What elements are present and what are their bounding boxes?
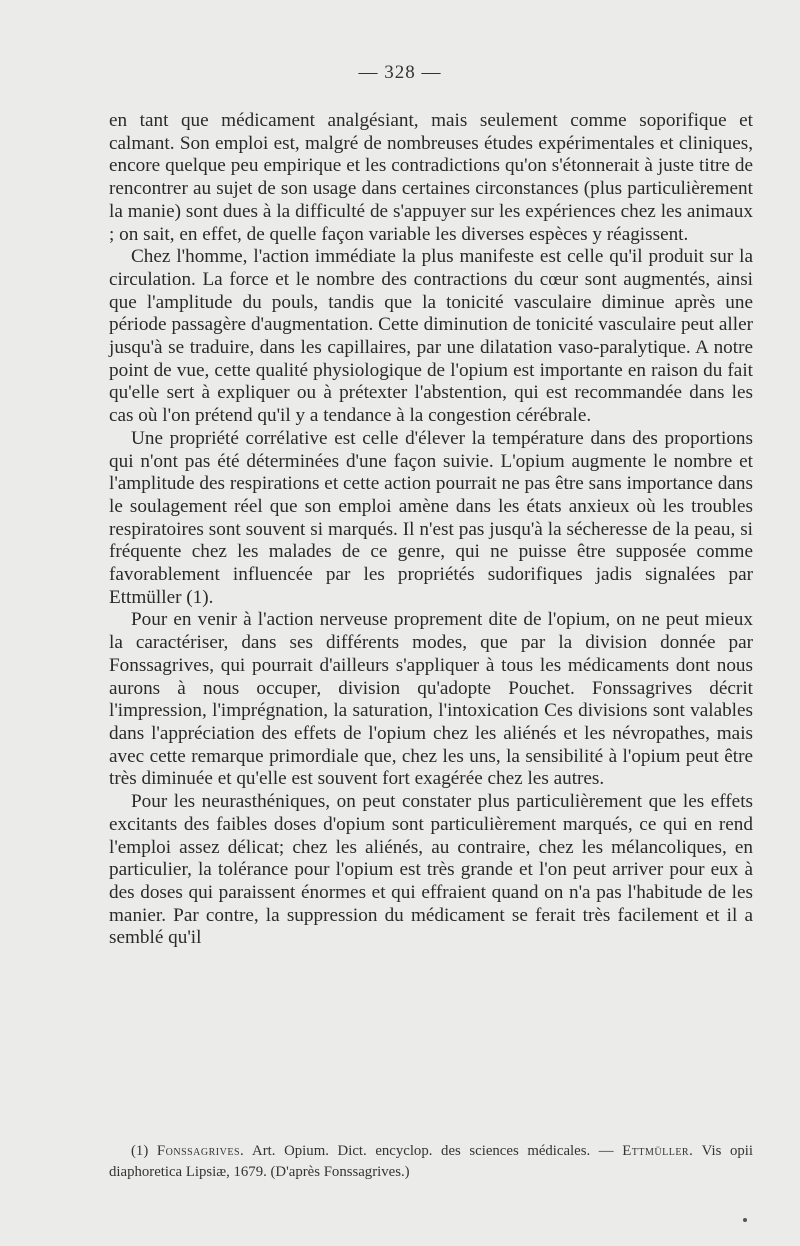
paragraph-5: Pour les neurasthéniques, on peut constater plus particulièrement que les effets excitants des faibles doses d'opium sont particulièrement marqués, ce qui en rend l'emploi assez délicat; chez les aliénés, au contraire, chez les mélancoliques, en particulier, la tolérance pour l'opium est très grande et l'on peut arriver pour eux à des doses qui paraissent énormes et qui effraient quand on n'a pas l'habitude de les manier. Par contre, la suppression du médicament se ferait très facilement et il a semblé qu'il [109, 791, 753, 949]
footnote-author: Fonssagrives. [156, 1143, 245, 1159]
footnote [109, 1141, 753, 1182]
footnote-marker: (1) [131, 1143, 149, 1159]
paragraph-1: en tant que médicament analgésiant, mais seulement comme soporifique et calmant. Son emploi est, malgré de nombreuses études expérimentales et cliniques, encore quelque peu empirique et les contradictions qu'on s'étonnerait à juste titre de rencontrer au sujet de son usage dans certaines circonstances (plus particulièrement la manie) sont dues à la difficulté de s'appuyer sur les expériences chez les animaux ; on sait, en effet, de quelle façon variable les diverses espèces y réagissent. [109, 110, 753, 245]
paragraph-2: Chez l'homme, l'action immédiate la plus manifeste est celle qu'il produit sur la circulation. La force et le nombre des contractions du cœur sont augmentés, ainsi que l'amplitude du pouls, tandis que la tonicité vasculaire diminue après une période passagère d'augmentation. Cette diminution de tonicité vasculaire peut aller jusqu'à se traduire, dans les capillaires, par une dilatation vaso-paralytique. A notre point de vue, cette qualité physiologique de l'opium est importante en raison du fait qu'elle sert à expliquer ou à prétexter l'abstention, qui est recommandée dans les cas où l'on prétend qu'il y a tendance à la congestion cérébrale. [109, 246, 753, 427]
footnote-citation: Art. Opium. Dict. encyclop. des sciences médicales. — [252, 1143, 614, 1159]
main-text [109, 110, 753, 950]
paragraph-4: Pour en venir à l'action nerveuse proprement dite de l'opium, on ne peut mieux la caractériser, dans ses différents modes, que par la division donnée par Fonssagrives, qui pourrait d'ailleurs s'appliquer à tous les médicaments dont nous aurons à nous occuper, division qu'adopte Pouchet. Fonssagrives décrit l'impression, l'imprégnation, la saturation, l'intoxication Ces divisions sont valables dans l'appréciation des effets de l'opium chez les aliénés et les névropathes, mais avec cette remarque primordiale que, chez les uns, la sensibilité à l'opium peut être très diminuée et qu'elle est souvent fort exagérée chez les autres. [109, 609, 753, 790]
footnote-author-2: Ettmüller. [622, 1143, 694, 1159]
footnote-citation-2: Vis opii diaphoretica Lipsiæ, 1679. (D'après Fonssagrives.) [109, 1143, 753, 1180]
page-number: — 328 — [358, 62, 442, 83]
paragraph-3: Une propriété corrélative est celle d'élever la température dans des proportions qui n'ont pas été déterminées d'une façon suivie. L'opium augmente le nombre et l'amplitude des respirations et cette action pourrait ne pas être sans importance dans le soulagement réel que son emploi amène dans les états anxieux où les troubles respiratoires sont souvent si marqués. Il n'est pas jusqu'à la sécheresse de la peau, si fréquente chez les malades de ce genre, qui ne puisse être supposée comme favorablement influencée par les propriétés sudorifiques jadis signalées par Ettmüller (1). [109, 427, 753, 608]
paper-speck [743, 1218, 747, 1222]
